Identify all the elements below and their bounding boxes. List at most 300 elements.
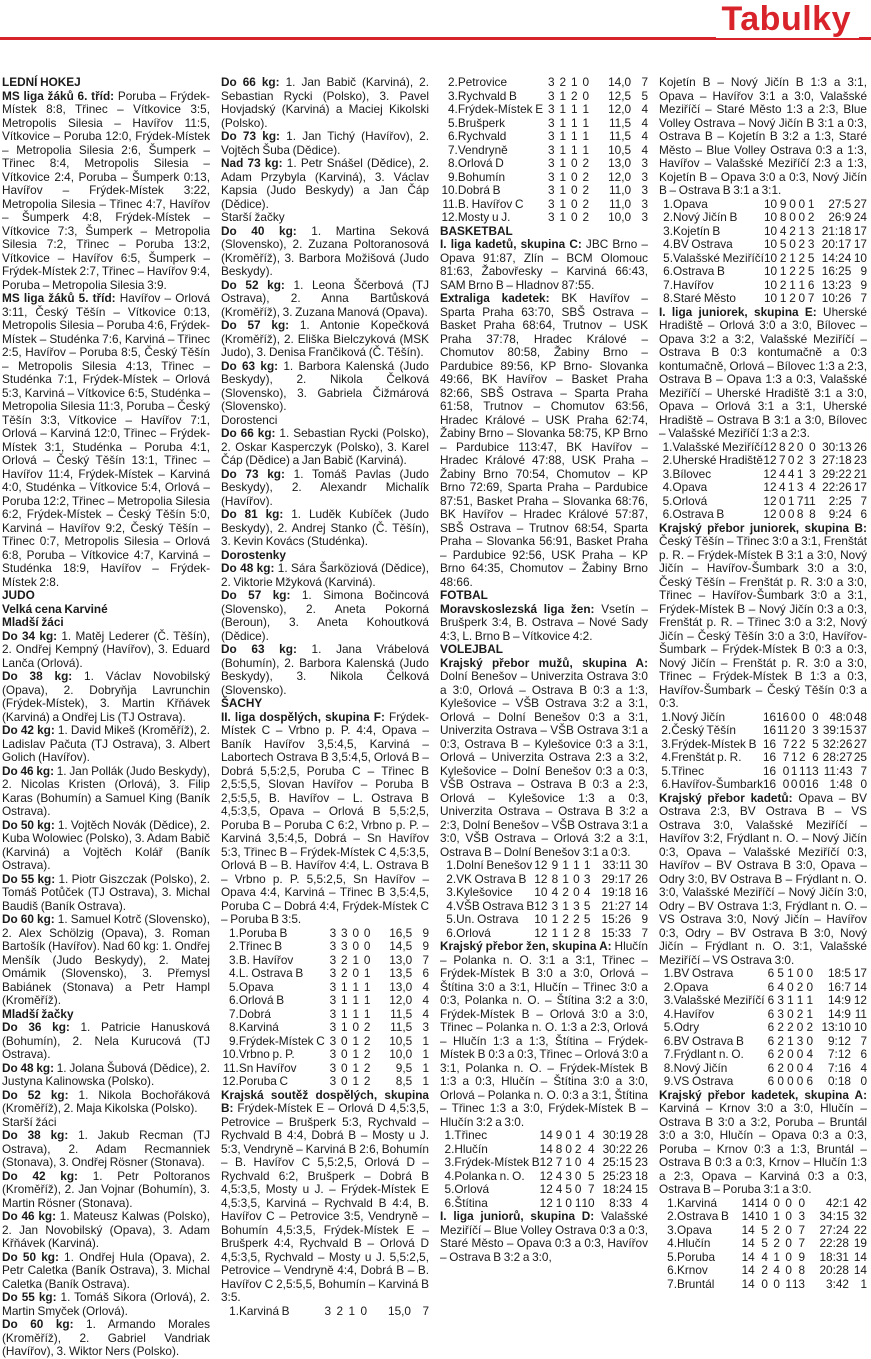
- results-text: 1. Sára Šarköziová (Dědice), 2. Viktorie Mžyková (Karviná).: [221, 561, 429, 589]
- standings-cell: 16: [763, 750, 777, 764]
- results-text: 1. Patricie Hanusková (Bohumín), 2. Nela Kurucová (TJ Ostrava).: [2, 1020, 210, 1061]
- result-paragraph: [659, 522, 867, 711]
- standings-cell: 2: [789, 223, 796, 238]
- standings-cell: 17: [853, 480, 867, 494]
- standings-cell: 1.: [662, 439, 673, 454]
- standings-cell: Vendryně: [457, 142, 508, 157]
- standings-cell: 13: [805, 763, 819, 778]
- standings-cell: 6: [767, 1006, 775, 1021]
- result-paragraph: [2, 1021, 210, 1062]
- standings-cell: 2: [787, 439, 795, 454]
- standings-cell: 12: [539, 1168, 553, 1183]
- results-text: 1. Tomáš Pavlas (Judo Beskydy), 2. Alexandr Michalík (Havířov).: [221, 466, 429, 508]
- standings-cell: 0: [582, 75, 590, 89]
- standings-cell: 3: [341, 925, 348, 940]
- category-lead: Do 50 kg:: [2, 1249, 59, 1264]
- standings-cell: 0: [806, 966, 814, 980]
- standings-cell: 10: [534, 885, 548, 899]
- standings-row: [440, 1129, 648, 1143]
- standings-row: [221, 981, 429, 995]
- standings-cell: 1: [551, 925, 559, 940]
- standings-cell: 5: [812, 736, 819, 751]
- standings-cell: 6.: [446, 925, 457, 940]
- standings-cell: Frýdek-Místek C: [238, 1033, 325, 1048]
- standings-cell: 28:27: [822, 750, 853, 764]
- standings-cell: 1.: [228, 925, 239, 940]
- standings-cell: 0: [798, 709, 806, 724]
- standings-cell: 3: [565, 1168, 572, 1183]
- standings-cell: 0: [574, 1168, 582, 1183]
- standings-cell: 5.: [663, 1020, 674, 1034]
- standings-row: [659, 265, 867, 279]
- standings-cell: Opava: [673, 979, 709, 994]
- standings-cell: 14: [539, 1141, 553, 1156]
- standings-cell: 1: [860, 1276, 867, 1291]
- standings-cell: 7: [860, 763, 867, 778]
- result-paragraph: [221, 319, 429, 360]
- result-paragraph: [221, 130, 429, 157]
- standings-cell: 1: [573, 858, 580, 872]
- results-text: Opava – BV Ostrava 2:3, BV Ostrava B – VS Ostrava 3:0, Valašské Meziříčí – Havířov 3:2, Frýdlant n. O. – Nový Jičín 0:3, Opava – Valašské Meziříčí 0:3, Havířov – BV Ostrava B 3:0, Opava – Odry 3:0, BV Ostrava B – Frýdlant n. O. 3:0, Valašské Meziříčí – Nový Jičín 3:0, Odry – BV Ostrava 1:3, Frýdlant n. O. – VS Ostrava 3:0, Nový Jičín – Havířov 0:3, Odry – BV Ostrava B 3:0, Nový Jičín – Frýdlant n. O. 3:1, Valašské Meziříčí – VS Ostrava 3:0.: [659, 790, 867, 967]
- standings-cell: 2: [777, 1020, 784, 1034]
- standings-cell: Un. Ostrava: [456, 912, 519, 926]
- standings-cell: Poruba C: [238, 1074, 289, 1088]
- standings-cell: 0: [352, 925, 360, 940]
- standings-cell: 1: [806, 1006, 814, 1021]
- standings-cell: 8: [583, 925, 591, 940]
- standings-cell: 8.: [663, 291, 673, 305]
- standings-cell: 7: [860, 1033, 867, 1048]
- standings-cell: 2.: [228, 939, 239, 953]
- section-heading: VOLEJBAL: [440, 642, 503, 656]
- result-paragraph: [221, 711, 429, 927]
- standings-cell: 10.: [222, 1047, 239, 1061]
- standings-row: [659, 441, 867, 455]
- standings-cell: 4: [809, 480, 816, 494]
- standings-cell: 11,0: [608, 183, 632, 197]
- category-lead: Do 73 kg:: [221, 466, 285, 481]
- standings-cell: 4.: [444, 1168, 455, 1183]
- result-paragraph: [2, 1170, 210, 1211]
- standings-cell: 3: [641, 196, 648, 211]
- standings-cell: 10,0: [608, 210, 632, 224]
- standings-cell: 9.: [228, 1033, 239, 1048]
- standings-cell: Hlučín: [454, 1141, 488, 1156]
- standings-cell: 1: [562, 898, 569, 913]
- standings-cell: 11: [777, 723, 790, 737]
- standings-cell: 32: [853, 1209, 867, 1223]
- category-lead: Do 60 kg:: [2, 1317, 74, 1331]
- standings-cell: 8.: [448, 156, 458, 170]
- standings-cell: 6: [860, 1047, 867, 1061]
- standings-cell: 2: [363, 1060, 371, 1075]
- standings-cell: 6: [767, 1074, 775, 1088]
- category-lead: Do 73 kg:: [221, 129, 280, 143]
- standings-cell: 12: [763, 466, 777, 481]
- result-paragraph: [221, 279, 429, 320]
- standings-cell: Český Těšín: [671, 723, 736, 737]
- result-paragraph: [2, 90, 210, 293]
- standings-cell: 9: [422, 939, 429, 953]
- results-text: 1. Samuel Kotrč (Slovensko), 2. Alex Schölzig (Opava), 3. Roman Bartošík (Havířov). Nad 60 kg: 1. Ondřej Menšík (Judo Beskydy), 2. Matej Omámik (Slovensko), 3. Přemysl Babiánek (Stonava) a Petr Hampl (Kroměříž).: [2, 912, 210, 1007]
- standings-cell: 18:24: [602, 1182, 633, 1196]
- standings-row: [440, 130, 648, 144]
- standings-cell: 3.: [663, 993, 674, 1007]
- standings-table: [659, 967, 867, 1089]
- standings-cell: 5.: [448, 115, 458, 130]
- standings-cell: 3: [807, 237, 815, 251]
- standings-cell: 23: [853, 453, 867, 467]
- standings-cell: 37: [853, 723, 867, 737]
- standings-cell: 0: [782, 763, 790, 778]
- standings-cell: 1.: [229, 1303, 239, 1318]
- standings-cell: 3: [812, 723, 819, 737]
- results-text: BK Havířov – Sparta Praha 63:70, SBŠ Ostrava – Basket Praha 68:64, Trutnov – USK Praha 37:78, Hradec Králové – Chomutov 80:58, Žabiny Brno – Pardubice 89:56, KP Brno- Slovanka 49:66, BK Havířov – Basket Praha 82:66, SBŠ Ostrava – Sparta Praha 61:58, Trutnov – Chomutov 63:56, Hradec Králové – USK Praha 62:74, Žabiny Brno – Slovanka 58:75, KP Brno – Pardubice 113:47, BK Havířov – Hradec Králové 47:88, USK Praha – Žabiny Brno 70:54, Chomutov – KP Brno 72:69, Sparta Praha – Pardubice 87:51, Basket Praha – Slovanka 68:76, BK Havířov – Hradec Králové 57:87, SBŠ Ostrava – Trutnov 68:54, Sparta Praha – Slovanka 56:91, Basket Praha – Pardubice 92:56, USK Praha – KP Brno 64:35, Chomutov – Žabiny Brno 48:66.: [440, 291, 648, 589]
- standings-cell: 1: [571, 115, 578, 130]
- standings-cell: 0: [573, 871, 580, 886]
- standings-row: [440, 117, 648, 131]
- standings-cell: 2: [562, 912, 569, 926]
- standings-cell: 1: [352, 979, 360, 994]
- standings-cell: 25: [853, 750, 867, 764]
- standings-cell: 1: [352, 1047, 360, 1061]
- standings-cell: 1: [352, 952, 360, 967]
- standings-cell: 7: [778, 453, 786, 467]
- standings-cell: 4: [555, 1182, 563, 1196]
- standings-cell: 2: [573, 925, 580, 940]
- results-text: 1. Ondřej Hula (Opava), 2. Petr Caletka (Baník Ostrava), 3. Michal Caletka (Baník Ostrava).: [2, 1249, 210, 1291]
- standings-cell: 4: [806, 1060, 814, 1075]
- result-paragraph: [2, 873, 210, 914]
- standings-cell: 5.: [444, 1182, 455, 1196]
- standings-cell: 1: [571, 75, 578, 89]
- standings-row: [659, 1062, 867, 1076]
- standings-row: [659, 481, 867, 495]
- standings-cell: 2: [796, 1006, 804, 1021]
- standings-cell: 2: [761, 1263, 768, 1277]
- standings-row: [440, 184, 648, 198]
- standings-cell: 2: [773, 1222, 780, 1237]
- standings-cell: 13,0: [389, 952, 413, 967]
- standings-cell: Uherské Hradiště: [672, 453, 763, 467]
- standings-cell: 10: [763, 277, 778, 292]
- standings-cell: 0: [790, 777, 798, 791]
- standings-cell: Třinec: [671, 763, 704, 778]
- results-text: Kojetín B – Nový Jičín B 1:3 a 3:1, Opava – Havířov 3:1 a 3:0, Valašské Meziříčí – Staré Město 1:3 a 2:3, Blue Volley Ostrava – Nový Jičín B 3:1 a 0:3, Ostrava B – Kojetín B 3:2 a 1:3, Staré Město – Blue Volley Ostrava 0:3 a 1:3, Havířov – Valašské Meziříčí 2:3 a 1:3, Kojetín B – Opava 3:0 a 0:3, Nový Jičín B – Ostrava B 3:1 a 3:1.: [659, 75, 867, 197]
- standings-cell: 3.: [667, 1222, 677, 1237]
- standings-cell: 12: [763, 439, 777, 454]
- standings-table: [221, 927, 429, 1089]
- result-paragraph: [2, 670, 210, 724]
- standings-row: [440, 1156, 648, 1170]
- standings-cell: 2: [777, 1047, 784, 1061]
- standings-cell: 2: [796, 979, 804, 994]
- standings-cell: 0: [796, 966, 804, 980]
- standings-cell: 0: [798, 291, 806, 305]
- standings-cell: Ostrava B: [673, 264, 725, 278]
- results-text: 1. Martina Seková (Slovensko), 2. Zuzana Poltoranosová (Kroměříž), 3. Barbora Možišová (Judo Beskydy).: [221, 223, 429, 278]
- standings-cell: Orlová: [672, 493, 708, 508]
- standings-cell: Bohumín: [457, 169, 506, 184]
- standings-cell: 4.: [662, 480, 673, 494]
- standings-cell: Orlová B: [238, 993, 285, 1007]
- standings-cell: 2: [798, 750, 806, 764]
- standings-cell: Poruba: [677, 1249, 716, 1264]
- standings-cell: Štítina: [454, 1195, 488, 1210]
- category-lead: Do 42 kg:: [2, 723, 55, 737]
- standings-cell: 3: [548, 88, 555, 103]
- standings-cell: 14: [741, 1222, 755, 1237]
- standings-cell: 5.: [663, 250, 673, 265]
- standings-cell: 11:43: [823, 763, 853, 778]
- standings-cell: Frýdek-Místek E: [457, 102, 544, 116]
- standings-cell: 3: [809, 453, 816, 467]
- standings-cell: 4.: [663, 1006, 674, 1021]
- standings-cell: 16: [805, 777, 819, 791]
- standings-row: [221, 1008, 429, 1022]
- standings-cell: 0: [582, 88, 590, 103]
- section-heading: BASKETBAL: [440, 223, 513, 238]
- standings-row: [440, 144, 648, 158]
- results-text: 1. Petr Snášel (Dědice), 2. Adam Przybyla (Karviná), 3. Václav Kapsia (Judo Beskydy) a Jan Čáp (Dědice).: [221, 156, 429, 211]
- standings-cell: 4: [551, 885, 559, 899]
- standings-cell: 2: [574, 1141, 582, 1156]
- standings-cell: 4: [778, 466, 786, 481]
- standings-cell: 7.: [663, 1047, 674, 1061]
- category-lead: I. liga juniorek, skupina E:: [659, 304, 817, 319]
- standings-cell: 3: [809, 466, 816, 481]
- standings-cell: 9.: [448, 169, 458, 184]
- standings-cell: 9:24: [828, 507, 852, 521]
- subheading: Velká cena Karviné: [2, 601, 108, 616]
- standings-row: [440, 1197, 648, 1211]
- standings-cell: 3: [777, 993, 784, 1007]
- standings-cell: 3.: [448, 88, 458, 103]
- standings-cell: 16: [763, 736, 777, 751]
- results-text: Valašské Meziříčí – Blue Volley Ostrava 0:3 a 0:3, Staré Město – Opava 0:3 a 0:3, Havířov – Ostrava B 3:2 a 3:0,: [440, 1209, 648, 1264]
- standings-cell: 2: [798, 264, 806, 278]
- standings-cell: 13: [791, 1276, 805, 1291]
- standings-cell: Dolní Benešov: [456, 858, 533, 872]
- standings-cell: 1: [787, 993, 794, 1007]
- standings-cell: 1: [806, 993, 814, 1007]
- standings-cell: Rychvald: [457, 129, 507, 143]
- standings-cell: 12,0: [389, 993, 413, 1007]
- results-text: 1. Petr Poltoranos (Kroměříž), 2. Jan Vojnar (Bohumín), 3. Martin Rösner (Stonava).: [2, 1168, 211, 1210]
- result-paragraph: [221, 427, 429, 468]
- standings-cell: 1: [798, 277, 806, 292]
- standings-cell: Opava: [238, 979, 274, 994]
- standings-cell: 4: [787, 466, 795, 481]
- standings-cell: 14: [634, 898, 648, 913]
- standings-cell: 4.: [228, 966, 239, 980]
- standings-cell: 12: [534, 898, 548, 913]
- standings-cell: 23: [634, 1155, 648, 1169]
- standings-cell: Hlučín: [677, 1236, 711, 1250]
- standings-cell: 3.: [663, 223, 673, 238]
- category-lead: Do 34 kg:: [2, 628, 58, 643]
- standings-cell: 0: [360, 1303, 367, 1318]
- standings-cell: 2: [789, 291, 796, 305]
- category-lead: Do 48 kg:: [221, 561, 275, 575]
- standings-row: [440, 90, 648, 104]
- standings-cell: 1: [790, 763, 798, 778]
- standings-cell: 9: [860, 264, 867, 278]
- category-lead: Do 52 kg:: [2, 1087, 69, 1102]
- standings-cell: 4: [422, 979, 429, 994]
- results-text: 1. Armando Morales (Kroměříž), 2. Gabriel Vandriak (Havířov), 3. Wiktor Ners (Polsko).: [2, 1317, 211, 1358]
- standings-cell: 0: [352, 966, 360, 980]
- standings-cell: 12.: [222, 1074, 239, 1088]
- standings-cell: 6: [807, 277, 815, 292]
- standings-cell: 9.: [663, 1074, 674, 1088]
- standings-cell: 9:12: [828, 1033, 851, 1048]
- standings-cell: Orlová: [456, 925, 491, 940]
- standings-cell: 2: [807, 210, 815, 224]
- standings-cell: 10:26: [821, 291, 852, 305]
- standings-cell: 1: [779, 264, 787, 278]
- standings-cell: Bruntál: [677, 1276, 715, 1291]
- standings-cell: 1: [582, 142, 590, 157]
- standings-cell: 6: [812, 750, 819, 764]
- standings-cell: 3: [807, 223, 815, 238]
- standings-cell: 1: [789, 277, 796, 292]
- standings-row: [440, 211, 648, 225]
- results-text: Český Těšín – Třinec 3:0 a 3:1, Frenštát p. R. – Frýdek-Místek B 3:1 a 3:0, Nový Jičín – Havířov-Šumbark 3:0 a 3:0, Český Těšín – Frenštát p. R. 3:0 a 3:0, Třinec – Havířov-Šumbark 3:0 a 3:1, Frýdek-Místek B – Nový Jičín 0:3 a 0:3, Frenštát p. R. – Třinec 3:0 a 3:2, Nový Jičín – Český Těšín 3:0 a 3:0, Havířov-Šumbark – Frýdek-Místek B 0:3 a 0:3, Nový Jičín – Frenštát p. R. 3:0 a 3:0, Třinec – Frýdek-Místek B 1:3 a 0:3, Havířov-Šumbark – Český Těšín 0:3 a 0:3.: [659, 534, 867, 710]
- category-lead: Do 46 kg:: [2, 763, 55, 778]
- standings-cell: 15,0: [388, 1303, 411, 1318]
- standings-cell: 1: [341, 1020, 348, 1034]
- standings-cell: 10: [763, 223, 778, 238]
- standings-cell: 4: [588, 1128, 595, 1142]
- standings-cell: Dobrá: [238, 1006, 271, 1021]
- standings-cell: 5: [565, 1182, 572, 1196]
- standings-cell: 7: [422, 952, 429, 967]
- standings-cell: 6: [767, 993, 775, 1007]
- standings-row: [221, 954, 429, 968]
- standings-cell: 2: [779, 250, 787, 265]
- standings-cell: Mosty u J.: [457, 210, 511, 224]
- standings-cell: Valašské Meziříčí: [673, 993, 765, 1007]
- standings-cell: 11,5: [390, 1020, 413, 1034]
- standings-cell: 12: [539, 1195, 553, 1210]
- standings-cell: 1: [352, 1006, 360, 1021]
- standings-cell: Frenštát p. R.: [671, 750, 742, 764]
- standings-cell: 2.: [448, 75, 458, 89]
- standings-cell: 0: [773, 1195, 780, 1210]
- result-paragraph: [221, 1089, 429, 1305]
- result-paragraph: [440, 238, 648, 292]
- subheading: Mladší žačky: [2, 1006, 74, 1021]
- subheading: Dorostenky: [221, 547, 286, 562]
- standings-cell: 0: [789, 237, 796, 251]
- standings-cell: 16: [763, 763, 777, 778]
- standings-cell: 2: [363, 1020, 371, 1034]
- standings-cell: 3: [583, 871, 591, 886]
- standings-cell: 3: [798, 1209, 805, 1223]
- standings-cell: 33:11: [602, 858, 632, 872]
- standings-cell: 0: [773, 1276, 780, 1291]
- standings-cell: Petrovice: [457, 75, 508, 89]
- standings-cell: 11,5: [390, 1006, 413, 1021]
- result-paragraph: [2, 819, 210, 873]
- standings-cell: 25:23: [602, 1168, 633, 1183]
- standings-cell: 0: [778, 507, 786, 521]
- standings-cell: 1: [787, 1033, 794, 1048]
- results-text: 1. Jana Vrábelová (Bohumín), 2. Barbora Kalenská (Judo Beskydy), 3. Nikola Čelková (Slovensko).: [221, 642, 429, 697]
- standings-cell: 20:28: [819, 1263, 849, 1277]
- standings-cell: 12.: [441, 210, 458, 224]
- standings-cell: 42: [853, 1195, 867, 1210]
- standings-cell: 14: [741, 1276, 755, 1291]
- standings-cell: 6: [767, 1047, 775, 1061]
- standings-cell: 8: [796, 507, 804, 521]
- standings-cell: 15:33: [601, 925, 632, 940]
- standings-cell: 9: [422, 925, 429, 940]
- standings-cell: 1: [785, 1276, 792, 1291]
- standings-cell: 0: [787, 507, 795, 521]
- standings-row: [659, 994, 867, 1008]
- results-text: Havířov – Orlová 3:11, Český Těšín – Vítkovice 0:13, Metropolis Silesia – Poruba 4:6, Frýdek-Místek – Studénka 7:6, Karviná – Třinec 2:5, Havířov – Poruba 8:5, Český Těšín – Metropolis Silesia 4:13, Třinec – Studénka 7:1, Frýdek-Místek – Orlová 5:3, Karviná – Vítkovice 6:5, Studénka – Metropolia Silesia 11:3, Poruba – Český Těšín 3:3, Vítkovice – Havířov 7:1, Orlová – Karviná 12:0, Třinec – Frýdek-Místek 3:1, Studénka – Poruba 4:1, Orlová – Český Těšín 13:1, Třinec – Havířov 11:4, Frýdek-Místek – Karviná 4:0, Studénka – Vítkovice 5:4, Orlová – Poruba 12:2, Třinec – Metropolia Silesia 6:2, Frýdek-Místek – Český Těšín 5:0, Karviná – Havířov 9:2, Český Těšín – Třinec 0:7, Metropolis Silesia – Orlová 6:8, Poruba – Vítkovice 4:7, Karviná – Studénka 18:9, Havířov – Frýdek-Místek 2:8.: [2, 291, 210, 589]
- category-lead: Do 63 kg:: [221, 358, 279, 373]
- standings-cell: 2: [796, 453, 804, 467]
- results-text: 1. Václav Novobilský (Opava), 2. Dobryňja Lavrunchin (Frýdek-Místek), 3. Martin Křňávek (Karviná) a Ondřej Lis (TJ Ostrava).: [2, 669, 210, 724]
- standings-cell: 3: [329, 925, 337, 940]
- standings-cell: 7: [588, 1182, 595, 1196]
- standings-cell: 0: [571, 156, 578, 170]
- standings-cell: 0: [798, 1195, 805, 1210]
- results-text: Poruba – Frýdek-Místek 8:8, Třinec – Vítkovice 3:5, Metropolis Silesia – Havířov 11:5, Vítkovice – Poruba 12:0, Frýdek-Místek – Metropolia Silesia 2:6, Šumperk – Třinec 8:4, Metropolis Silesia – Vítkovice 2:4, Poruba – Šumperk 0:13, Havířov – Frýdek-Místek 3:22, Metropolia Silesia – Třinec 4:7, Havířov – Šumperk 4:8, Frýdek-Místek – Vítkovice 7:3, Šumperk – Metropolia Silesia 7:2, Třinec – Poruba 13:2, Vítkovice – Havířov 6:5, Šumperk – Frýdek-Místek 2:7, Třinec – Havířov 9:4, Poruba – Metropolia Silesia 3:9.: [2, 88, 210, 292]
- standings-cell: 2: [582, 183, 590, 197]
- standings-cell: 4: [588, 1141, 595, 1156]
- results-text: Karviná – Krnov 3:0 a 3:0, Hlučín – Ostrava B 3:0 a 3:2, Poruba – Bruntál 3:0 a 3:0, Hlučín – Opava 0:3 a 0:3, Poruba – Krnov 0:3 a 1:3, Bruntál – Ostrava B 0:3 a 0:3, Krnov – Hlučín 1:3 a 2:3, Opava – Karviná 0:3 a 0:3, Ostrava B – Poruba 3:1 a 3:0.: [659, 1101, 867, 1196]
- category-lead: Do 57 kg:: [221, 318, 290, 332]
- category-lead: Krajský přebor kadetek, skupina A:: [659, 1087, 867, 1102]
- standings-cell: 3: [329, 1033, 337, 1048]
- standings-cell: 10: [763, 210, 778, 224]
- standings-cell: 9: [551, 858, 559, 872]
- standings-cell: 1: [363, 979, 371, 994]
- standings-cell: 4: [777, 979, 784, 994]
- standings-cell: 19: [853, 1236, 867, 1250]
- standings-cell: 11: [854, 1006, 867, 1021]
- standings-cell: 3: [573, 898, 580, 913]
- standings-cell: 0: [860, 777, 867, 791]
- standings-cell: 4: [778, 480, 786, 494]
- standings-cell: 0: [785, 1209, 792, 1223]
- category-lead: Krajský přebor mužů, skupina A:: [440, 655, 648, 670]
- standings-cell: 2: [582, 169, 590, 184]
- standings-cell: 26: [634, 1141, 648, 1156]
- standings-cell: 48: [853, 709, 867, 724]
- standings-cell: 11,0: [608, 196, 632, 211]
- category-lead: Do 42 kg:: [2, 1168, 78, 1183]
- standings-cell: 14:9: [828, 1006, 851, 1021]
- standings-cell: 2: [798, 736, 806, 751]
- result-paragraph: [221, 643, 429, 697]
- standings-cell: 1: [571, 102, 578, 116]
- standings-cell: 7: [860, 493, 867, 508]
- standings-cell: 3: [341, 939, 348, 953]
- standings-cell: 7: [798, 1236, 805, 1250]
- standings-cell: 3: [329, 979, 337, 994]
- standings-cell: 0: [565, 1195, 572, 1210]
- standings-cell: 4: [588, 1155, 595, 1169]
- category-lead: Do 55 kg:: [2, 1290, 57, 1304]
- standings-cell: 0: [796, 1020, 804, 1034]
- standings-cell: 0: [782, 777, 790, 791]
- standings-row: [440, 873, 648, 887]
